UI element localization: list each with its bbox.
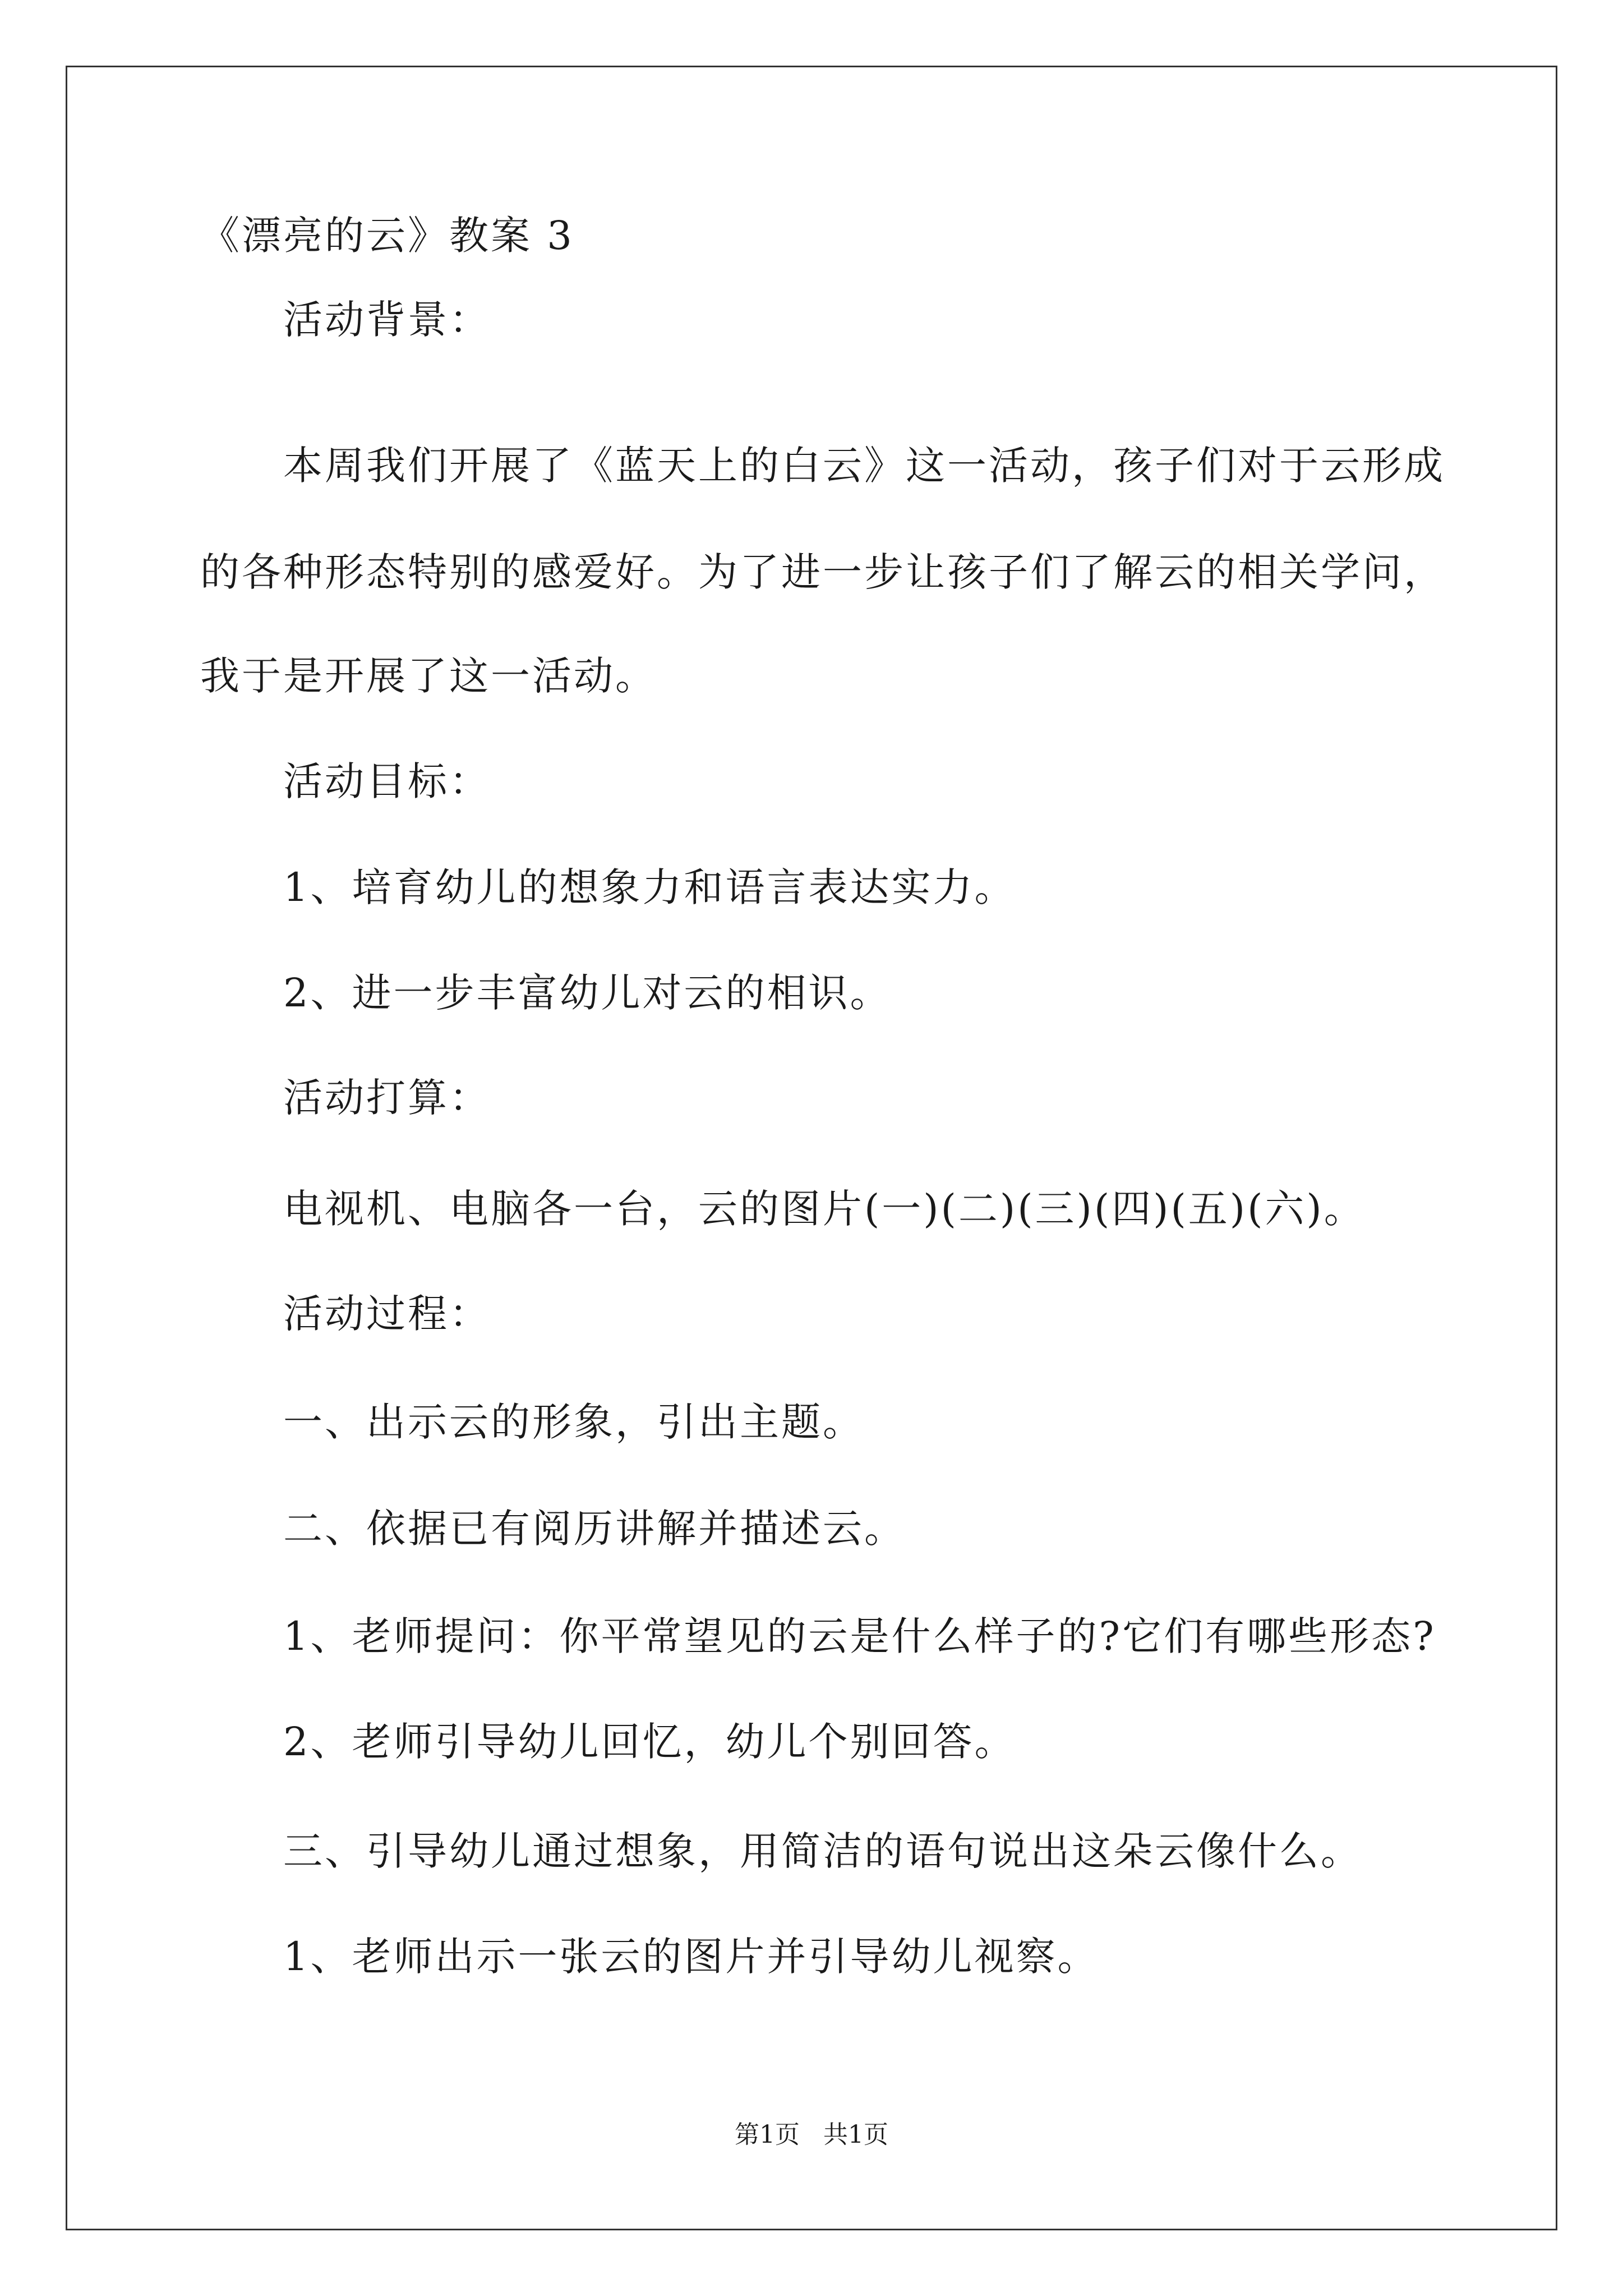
- paragraph: 活动过程：: [283, 1291, 491, 1337]
- page-border: [66, 66, 1557, 2230]
- page-footer: 第1页 共1页: [735, 2120, 888, 2149]
- paragraph: 活动打算：: [283, 1075, 491, 1121]
- paragraph: 2、老师引导幼儿回忆，幼儿个别回答。: [283, 1719, 1016, 1765]
- paragraph: 三、引导幼儿通过想象，用简洁的语句说出这朵云像什么。: [283, 1828, 1362, 1874]
- paragraph: 二、依据已有阅历讲解并描述云。: [283, 1506, 906, 1552]
- paragraph: 1、培育幼儿的想象力和语言表达实力。: [283, 864, 1016, 910]
- document-title: 《漂亮的云》教案 3: [200, 213, 574, 259]
- paragraph: 我于是开展了这一活动。: [200, 653, 657, 699]
- paragraph: 一、出示云的形象，引出主题。: [283, 1399, 864, 1445]
- paragraph: 的各种形态特别的感爱好。为了进一步让孩子们了解云的相关学问，: [200, 549, 1445, 595]
- paragraph: 本周我们开展了《蓝天上的白云》这一活动，孩子们对于云形成: [283, 443, 1445, 489]
- paragraph: 2、进一步丰富幼儿对云的相识。: [283, 970, 892, 1016]
- paragraph: 电视机、电脑各一台，云的图片(一)(二)(三)(四)(五)(六)。: [283, 1186, 1366, 1232]
- paragraph: 活动背景：: [283, 297, 491, 343]
- paragraph: 活动目标：: [283, 758, 491, 804]
- paragraph: 1、老师出示一张云的图片并引导幼儿视察。: [283, 1934, 1099, 1980]
- paragraph: 1、老师提问：你平常望见的云是什么样子的?它们有哪些形态?: [283, 1613, 1436, 1659]
